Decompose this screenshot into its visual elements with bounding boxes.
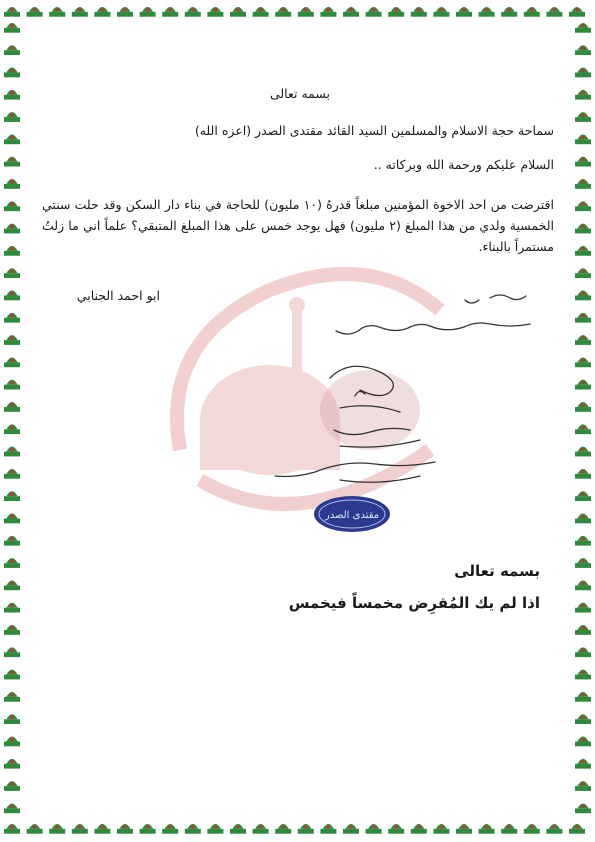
border-motif-right — [575, 335, 591, 345]
border-motif-bottom — [388, 824, 404, 834]
border-motif-right — [575, 268, 591, 278]
border-motif-bottom — [298, 824, 314, 834]
border-motif-top — [366, 7, 382, 17]
border-motif-right — [575, 291, 591, 301]
border-motif-bottom — [140, 824, 156, 834]
letter-signer: ابو احمد الجنابي — [76, 288, 160, 303]
border-motif-bottom — [524, 824, 540, 834]
border-motif-left — [4, 737, 20, 747]
border-motif-right — [575, 603, 591, 613]
border-motif-left — [4, 134, 20, 144]
border-motif-left — [4, 580, 20, 590]
ruling-text: اذا لم يك المُقرِض مخمساً فيخمس — [288, 594, 540, 612]
border-motif-top — [162, 7, 178, 17]
border-motif-left — [4, 647, 20, 657]
border-motif-left — [4, 447, 20, 457]
border-motif-right — [575, 737, 591, 747]
border-motif-bottom — [479, 824, 495, 834]
border-motif-bottom — [27, 824, 43, 834]
border-motif-left — [4, 112, 20, 122]
border-motif-right — [575, 45, 591, 55]
border-motif-top — [27, 7, 43, 17]
border-motif-right — [575, 714, 591, 724]
border-motif-left — [4, 402, 20, 412]
border-motif-right — [575, 112, 591, 122]
border-motif-left — [4, 536, 20, 546]
decorative-border-bottom — [0, 816, 595, 838]
border-motif-top — [117, 7, 133, 17]
border-motif-bottom — [185, 824, 201, 834]
border-motif-top — [546, 7, 562, 17]
border-motif-left — [4, 68, 20, 78]
border-motif-left — [4, 357, 20, 367]
border-motif-left — [4, 558, 20, 568]
border-motif-left — [4, 313, 20, 323]
border-motif-right — [575, 469, 591, 479]
border-motif-left — [4, 625, 20, 635]
border-motif-left — [4, 759, 20, 769]
seal-text: مقتدى الصدر — [324, 510, 380, 521]
border-motif-top — [479, 7, 495, 17]
border-motif-top — [433, 7, 449, 17]
border-motif-left — [4, 803, 20, 813]
border-motif-left — [4, 246, 20, 256]
border-motif-bottom — [72, 824, 88, 834]
letter-greeting: السلام عليكم ورحمة الله وبركاته .. — [373, 157, 554, 172]
decorative-border-right — [571, 16, 595, 822]
border-motif-top — [253, 7, 269, 17]
border-motif-right — [575, 313, 591, 323]
border-motif-left — [4, 179, 20, 189]
border-motif-right — [575, 514, 591, 524]
border-motif-bottom — [366, 824, 382, 834]
border-motif-right — [575, 491, 591, 501]
border-motif-top — [140, 7, 156, 17]
official-seal-stamp — [312, 494, 392, 534]
border-motif-bottom — [320, 824, 336, 834]
decorative-border-top — [0, 0, 595, 20]
border-motif-top — [49, 7, 65, 17]
border-motif-right — [575, 781, 591, 791]
border-motif-left — [4, 201, 20, 211]
border-motif-bottom — [162, 824, 178, 834]
border-motif-bottom — [501, 824, 517, 834]
border-motif-right — [575, 536, 591, 546]
border-motif-right — [575, 201, 591, 211]
border-motif-bottom — [433, 824, 449, 834]
border-motif-left — [4, 23, 20, 33]
border-motif-left — [4, 491, 20, 501]
border-motif-top — [298, 7, 314, 17]
border-motif-bottom — [117, 824, 133, 834]
border-motif-left — [4, 514, 20, 524]
border-motif-left — [4, 335, 20, 345]
border-motif-right — [575, 625, 591, 635]
border-motif-bottom — [343, 824, 359, 834]
border-motif-top — [320, 7, 336, 17]
border-motif-right — [575, 90, 591, 100]
border-motif-right — [575, 558, 591, 568]
border-motif-bottom — [4, 824, 20, 834]
border-motif-right — [575, 179, 591, 189]
ruling-heading: بسمه تعالى — [454, 562, 540, 580]
border-motif-bottom — [230, 824, 246, 834]
decorative-border-left — [0, 16, 24, 822]
border-motif-top — [207, 7, 223, 17]
letter-basmala: بسمه تعالى — [269, 86, 331, 101]
border-motif-top — [94, 7, 110, 17]
border-motif-top — [72, 7, 88, 17]
border-motif-bottom — [49, 824, 65, 834]
border-motif-top — [343, 7, 359, 17]
border-motif-right — [575, 670, 591, 680]
border-motif-bottom — [253, 824, 269, 834]
border-motif-top — [501, 7, 517, 17]
border-motif-left — [4, 714, 20, 724]
border-motif-left — [4, 90, 20, 100]
border-motif-left — [4, 692, 20, 702]
border-motif-left — [4, 45, 20, 55]
border-motif-top — [185, 7, 201, 17]
border-motif-right — [575, 580, 591, 590]
border-motif-top — [388, 7, 404, 17]
border-motif-left — [4, 424, 20, 434]
border-motif-right — [575, 134, 591, 144]
border-motif-left — [4, 268, 20, 278]
border-motif-right — [575, 692, 591, 702]
border-motif-top — [275, 7, 291, 17]
border-motif-left — [4, 291, 20, 301]
border-motif-left — [4, 380, 20, 390]
border-motif-left — [4, 469, 20, 479]
border-motif-bottom — [411, 824, 427, 834]
letter-body: اقترضت من احد الاخوة المؤمنين مبلغاً قدرهُ (١٠ مليون) للحاجة في بناء دار السكن وقد حلت سنتي الخمسية ولدي من هذا المبلغ (٢ مليون) فهل يوجد خمس على هذا المبلغ المتبقي؟ علماً اني ما زلتُ مستمراً بالبناء. — [42, 197, 554, 254]
border-motif-bottom — [207, 824, 223, 834]
letter-recipient: سماحة حجة الاسلام والمسلمين السيد القائد مقتدى الصدر (اعزه الله) — [194, 123, 554, 138]
border-motif-right — [575, 357, 591, 367]
border-motif-left — [4, 781, 20, 791]
border-motif-top — [230, 7, 246, 17]
border-motif-right — [575, 647, 591, 657]
border-motif-right — [575, 759, 591, 769]
border-motif-bottom — [456, 824, 472, 834]
border-motif-bottom — [546, 824, 562, 834]
border-motif-right — [575, 447, 591, 457]
border-motif-bottom — [94, 824, 110, 834]
border-motif-top — [411, 7, 427, 17]
border-motif-left — [4, 157, 20, 167]
border-motif-right — [575, 157, 591, 167]
border-motif-left — [4, 670, 20, 680]
border-motif-right — [575, 246, 591, 256]
border-motif-left — [4, 224, 20, 234]
border-motif-right — [575, 224, 591, 234]
border-motif-right — [575, 803, 591, 813]
border-motif-right — [575, 68, 591, 78]
border-motif-right — [575, 424, 591, 434]
border-motif-top — [524, 7, 540, 17]
border-motif-right — [575, 23, 591, 33]
border-motif-bottom — [275, 824, 291, 834]
border-motif-bottom — [569, 824, 585, 834]
border-motif-right — [575, 402, 591, 412]
border-motif-left — [4, 603, 20, 613]
border-motif-right — [575, 380, 591, 390]
border-motif-top — [456, 7, 472, 17]
handwritten-reply-signature — [260, 280, 560, 520]
